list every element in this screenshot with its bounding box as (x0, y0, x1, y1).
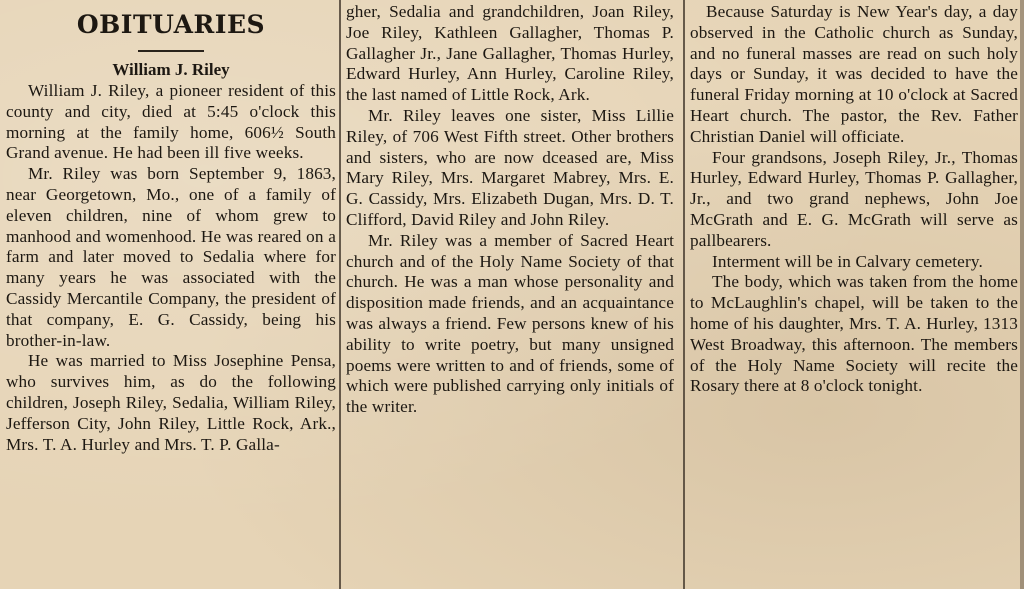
paragraph: Mr. Riley leaves one sister, Miss Lillie Riley, of 706 West Fifth street. Other brothers and sisters, who are now dceased are, Miss Mary Riley, Mrs. Margaret Mabrey, Mrs. E. G. Cassidy, Mrs. Elizabeth Dugan, Mrs. D. T. Clifford, David Riley and John Riley. (346, 105, 674, 229)
paragraph: Because Saturday is New Year's day, a day observed in the Catholic church as Sunday, and no funeral masses are read on such holy days or Sunday, it was decided to have the funeral Friday morning at 10 o'clock at Sacred Heart church. The pastor, the Rev. Father Christian Daniel will officiate. (690, 2, 1018, 146)
obituary-name-heading: William J. Riley (112, 60, 230, 79)
paragraph: Mr. Riley was a member of Sacred Heart church and of the Holy Name Society of that church. He was a man whose personality and disposition made friends, and an acquaintance was always a friend. Few persons knew of his ability to write poetry, but many unsigned poems were written to and of friends, some of which were published carrying only initials of the writer. (346, 230, 674, 417)
paragraph: Interment will be in Calvary cemetery. (712, 251, 983, 271)
clipping-edge (1020, 0, 1024, 589)
paragraph: gher, Sedalia and grandchildren, Joan Riley, Joe Riley, Kathleen Gallagher, Thomas P. Gallagher Jr., Jane Gallagher, Thomas Hurley, Edward Hurley, Ann Hurley, Caroline Riley, the last named of Little Rock, Ark. (346, 2, 674, 105)
paragraph: Four grandsons, Joseph Riley, Jr., Thomas Hurley, Edward Hurley, Thomas P. Gallagher, Jr., and two grand nephews, John Joe McGrath and E. G. McGrath will serve as pallbearers. (690, 147, 1018, 250)
headline-divider (138, 50, 204, 52)
paragraph: The body, which was taken from the home to McLaughlin's chapel, will be taken to the home of his daughter, Mrs. T. A. Hurley, 1313 West Broadway, this afternoon. The members of the Holy Name Society will recite the Rosary there at 8 o'clock tonight. (690, 272, 1018, 396)
section-headline: OBITUARIES (76, 10, 266, 39)
column-1 (6, 0, 336, 589)
paragraph: William J. Riley, a pioneer resident of this county and city, died at 5:45 o'clock this morning at the family home, 606½ South Grand avenue. He had been ill five weeks. (6, 81, 336, 163)
column-3 (690, 0, 1018, 589)
paragraph: Mr. Riley was born September 9, 1863, near Georgetown, Mo., one of a family of eleven children, nine of whom grew to manhood and womenhood. He was reared on a farm and later moved to Sedalia where for many years he was associated with the Cassidy Mercantile Company, the president of that company, E. G. Cassidy, being his brother-in-law. (6, 164, 336, 350)
column-divider (683, 0, 685, 589)
column-divider (339, 0, 341, 589)
column-2 (346, 0, 674, 589)
paragraph: He was married to Miss Josephine Pensa, who survives him, as do the following children, Joseph Riley, Sedalia, William Riley, Jefferson City, John Riley, Little Rock, Ark., Mrs. T. A. Hurley and Mrs. T. P. Galla- (6, 351, 336, 454)
